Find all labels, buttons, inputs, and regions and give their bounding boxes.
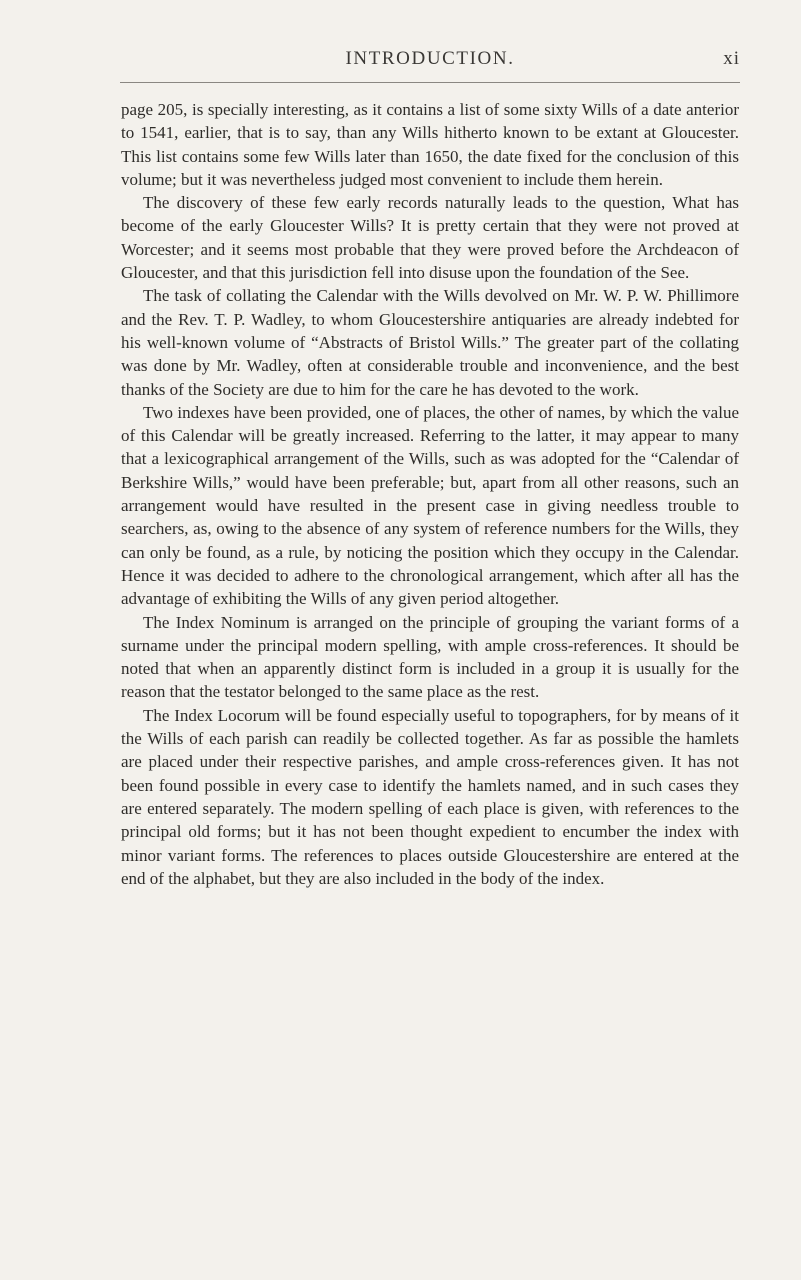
running-head xyxy=(120,42,740,82)
header-rule xyxy=(120,82,740,83)
paragraph-early-records: The discovery of these few early records naturally leads to the question, What has become of the early Gloucester Wills? It is pretty certain that they were not proved at Worcester; and it seems most probable that they were proved before the Archdeacon of Gloucester, and that this jurisdiction fell into disuse upon the foundation of the See. xyxy=(121,193,739,283)
paragraph-index-nominum: The Index Nominum is arranged on the principle of grouping the variant forms of a surname under the principal modern spelling, with ample cross-references. It should be noted that when an apparently distinct form is included in a group it is usually for the reason that the testator belonged to the same place as the rest. xyxy=(121,612,739,702)
paragraph-collating: The task of collating the Calendar with the Wills devolved on Mr. W. P. W. Phillimore and the Rev. T. P. Wadley, to whom Gloucestershire antiquaries are already indebted for his well-known volume of “Abstracts of Bristol Wills.” The greater part of the collating was done by Mr. Wadley, often at considerable trouble and inconvenience, and the best thanks of the Society are due to him for the care he has devoted to the work. xyxy=(121,286,739,399)
paragraph-index-locorum: The Index Locorum will be found especially useful to topographers, for by means of it the Wills of each parish can readily be collected together. As far as possible the hamlets are placed under their respective parishes, and ample cross-references given. It has not been found possible in every case to identify the hamlets named, and in such cases they are entered separately. The modern spelling of each place is given, with references to the principal old forms; but it has not been thought expedient to encumber the index with minor variant forms. The references to places outside Gloucestershire are entered at the end of the alphabet, but they are also included in the body of the index. xyxy=(121,705,739,888)
paragraph-indexes: Two indexes have been provided, one of places, the other of names, by which the value of this Calendar will be greatly increased. Referring to the latter, it may appear to many that a lexicographical arrangement of the Wills, such as was adopted for the “Calendar of Berkshire Wills,” would have been preferable; but, apart from all other reasons, such an arrangement would have resulted in the present case in giving needless trouble to searchers, as, owing to the absence of any system of reference numbers for the Wills, they can only be found, as a rule, by noticing the position which they occupy in the Calendar. Hence it was decided to adhere to the chronological arrangement, which after all has the advantage of exhibiting the Wills of any given period altogether. xyxy=(121,402,739,609)
running-title: INTRODUCTION. xyxy=(345,48,515,69)
body-text xyxy=(121,98,739,890)
page-number: xi xyxy=(723,48,740,69)
paragraph-continued: page 205, is specially interesting, as it contains a list of some sixty Wills of a date anterior to 1541, earlier, that is to say, than any Wills hitherto known to be extant at Gloucester. This list contains some few Wills later than 1650, the date fixed for the conclusion of this volume; but it was nevertheless judged most convenient to include them herein. xyxy=(121,100,739,189)
